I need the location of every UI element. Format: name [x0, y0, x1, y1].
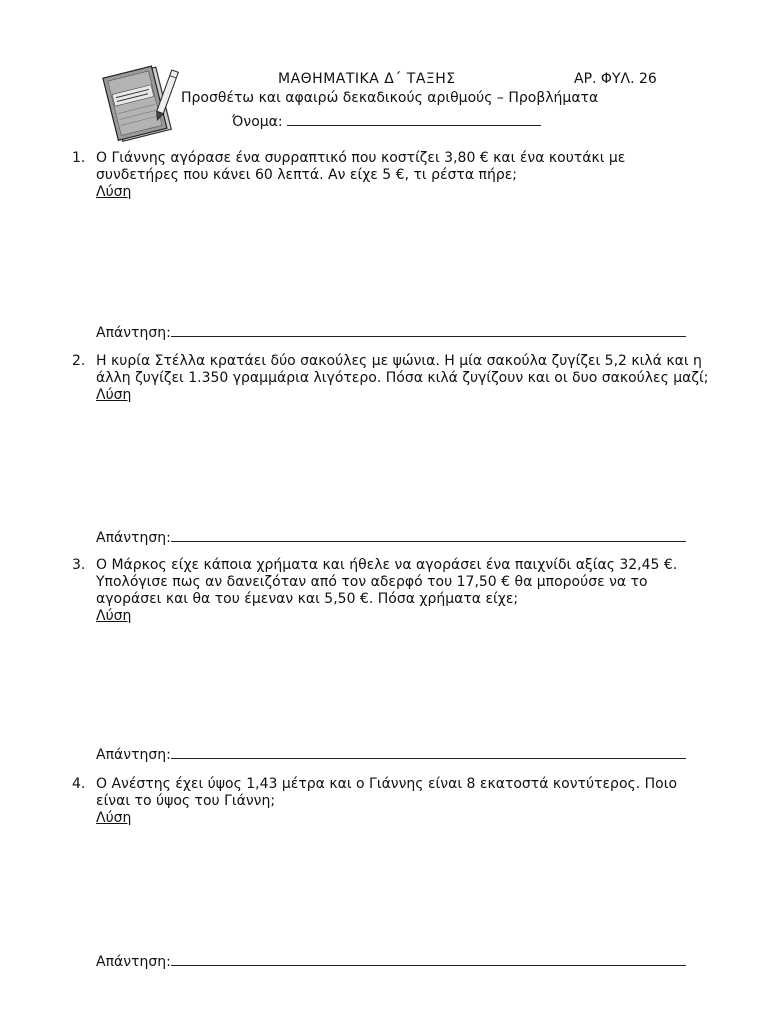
problem-text: [96, 353, 709, 404]
solution-label: Λύση: [96, 810, 132, 826]
answer-blank-line[interactable]: [171, 324, 686, 337]
answer-label: Απάντηση:: [96, 530, 171, 546]
answer-row-1: [96, 324, 686, 341]
problem-number: 2.: [72, 353, 86, 369]
name-blank-line[interactable]: [287, 113, 541, 126]
problem-line: Ο Ανέστης έχει ύψος 1,43 μέτρα και ο Γιάννης είναι 8 εκατοστά κοντύτερος. Ποιο: [96, 776, 678, 792]
answer-label: Απάντηση:: [96, 954, 171, 970]
worksheet-title: ΜΑΘΗΜΑΤΙΚΑ Δ΄ ΤΑΞΗΣ: [278, 71, 456, 87]
answer-blank-line[interactable]: [171, 953, 686, 966]
name-label: Όνομα:: [232, 114, 283, 130]
problem-text: [96, 150, 696, 201]
problem-line: Ο Γιάννης αγόρασε ένα συρραπτικό που κοστίζει 3,80 € και ένα κουτάκι με: [96, 150, 626, 166]
problem-line: άλλη ζυγίζει 1.350 γραμμάρια λιγότερο. Πόσα κιλά ζυγίζουν και οι δυο σακούλες μαζί;: [96, 370, 709, 386]
problem-line: Υπολόγισε πως αν δανειζόταν από τον αδερφό του 17,50 € θα μπορούσε να το: [96, 574, 648, 590]
answer-blank-line[interactable]: [171, 746, 686, 759]
name-row: [232, 113, 541, 130]
problem-number: 3.: [72, 557, 86, 573]
problem-number: 1.: [72, 150, 86, 166]
problem-number: 4.: [72, 776, 86, 792]
problem-line: αγοράσει και θα του έμεναν και 5,50 €. Πόσα χρήματα είχε;: [96, 591, 519, 607]
sheet-number: ΑΡ. ΦΥΛ. 26: [574, 71, 657, 87]
worksheet-subtitle: Προσθέτω και αφαιρώ δεκαδικούς αριθμούς – Προβλήματα: [181, 90, 599, 106]
answer-label: Απάντηση:: [96, 747, 171, 763]
problem-line: Ο Μάρκος είχε κάποια χρήματα και ήθελε να αγοράσει ένα παιχνίδι αξίας 32,45 €.: [96, 557, 678, 573]
problem-text: [96, 776, 696, 827]
problem-line: Η κυρία Στέλλα κρατάει δύο σακούλες με ψώνια. Η μία σακούλα ζυγίζει 5,2 κιλά και η: [96, 353, 702, 369]
problem-line: συνδετήρες που κάνει 60 λεπτά. Αν είχε 5 €, τι ρέστα πήρε;: [96, 167, 517, 183]
solution-label: Λύση: [96, 608, 132, 624]
header-row: [0, 71, 768, 91]
answer-row-2: [96, 529, 686, 546]
solution-label: Λύση: [96, 184, 132, 200]
problem-line: είναι το ύψος του Γιάννη;: [96, 793, 276, 809]
problem-text: [96, 557, 696, 625]
answer-label: Απάντηση:: [96, 325, 171, 341]
answer-blank-line[interactable]: [171, 529, 686, 542]
answer-row-3: [96, 746, 686, 763]
answer-row-4: [96, 953, 686, 970]
solution-label: Λύση: [96, 387, 132, 403]
